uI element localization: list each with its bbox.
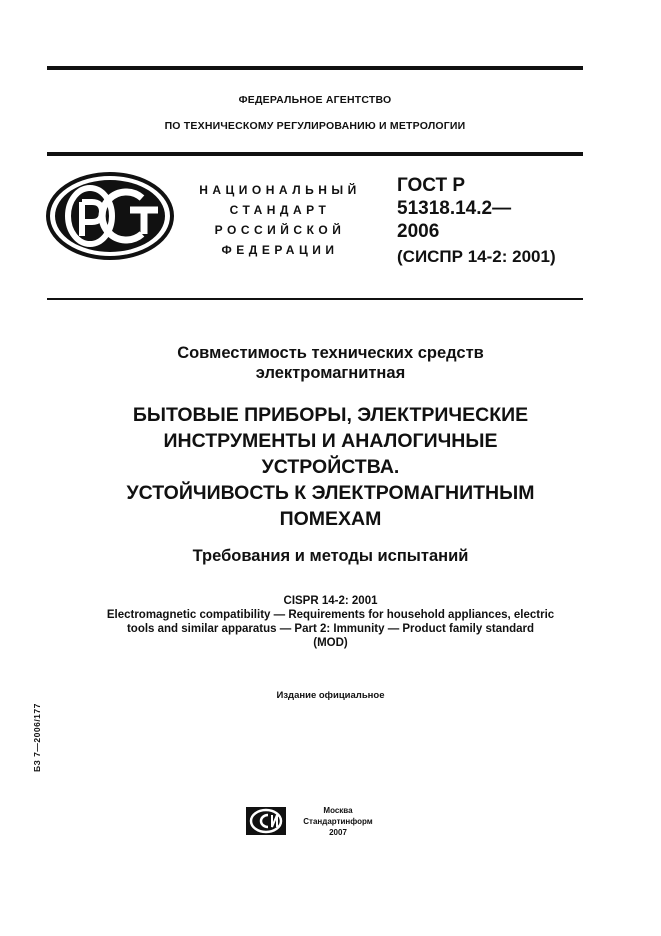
top-rule	[47, 66, 583, 70]
main-title-line-1: БЫТОВЫЕ ПРИБОРЫ, ЭЛЕКТРИЧЕСКИЕ	[132, 404, 529, 426]
header-rule	[47, 152, 583, 156]
subtitle	[20, 343, 641, 383]
agency-name-line1: ФЕДЕРАЛЬНОЕ АГЕНТСТВО	[238, 94, 392, 106]
publisher-logo-icon	[246, 807, 286, 835]
gost-year: 2006	[397, 221, 440, 242]
national-standard-label	[190, 180, 370, 260]
main-title-line-5: ПОМЕХАМ	[279, 508, 382, 530]
national-line-1: НАЦИОНАЛЬНЫЙ	[199, 183, 361, 197]
main-title	[20, 402, 641, 532]
publisher-info	[283, 805, 393, 838]
publisher-year: 2007	[329, 828, 347, 837]
gost-cispr-ref: (СИСПР 14-2: 2001)	[397, 247, 556, 266]
national-line-2: СТАНДАРТ	[229, 203, 331, 217]
national-line-4: ФЕДЕРАЦИИ	[221, 243, 339, 257]
national-line-3: РОССИЙСКОЙ	[214, 223, 346, 237]
agency-name-line2: ПО ТЕХНИЧЕСКОМУ РЕГУЛИРОВАНИЮ И МЕТРОЛОГИИ	[164, 120, 466, 132]
requirements-subtitle: Требования и методы испытаний	[192, 547, 469, 565]
rst-logo-icon	[46, 172, 174, 260]
main-title-line-4: УСТОЙЧИВОСТЬ К ЭЛЕКТРОМАГНИТНЫМ	[126, 482, 535, 504]
standard-block-rule	[47, 298, 583, 300]
reference-line-3: tools and similar apparatus — Part 2: Immunity — Product family standard	[126, 623, 535, 635]
reference-line-1: CISPR 14-2: 2001	[283, 595, 378, 607]
main-title-line-3: УСТРОЙСТВА.	[261, 456, 400, 478]
gost-number: 51318.14.2—	[397, 198, 512, 219]
reference-line-4: (MOD)	[313, 637, 348, 649]
edition-label: Издание официальное	[276, 690, 385, 701]
international-reference	[20, 594, 641, 650]
side-code: БЗ 7—2006/177	[32, 703, 42, 772]
reference-line-2: Electromagnetic compatibility — Requirements for household appliances, electric	[106, 609, 555, 621]
subtitle-line-2: электромагнитная	[255, 364, 406, 382]
subtitle-line-1: Совместимость технических средств	[177, 344, 484, 362]
gost-designation	[397, 174, 597, 268]
publisher-name: Стандартинформ	[303, 817, 373, 826]
main-title-line-2: ИНСТРУМЕНТЫ И АНАЛОГИЧНЫЕ	[163, 430, 498, 452]
gost-line-1: ГОСТ Р	[397, 175, 466, 196]
publisher-city: Москва	[323, 806, 353, 815]
